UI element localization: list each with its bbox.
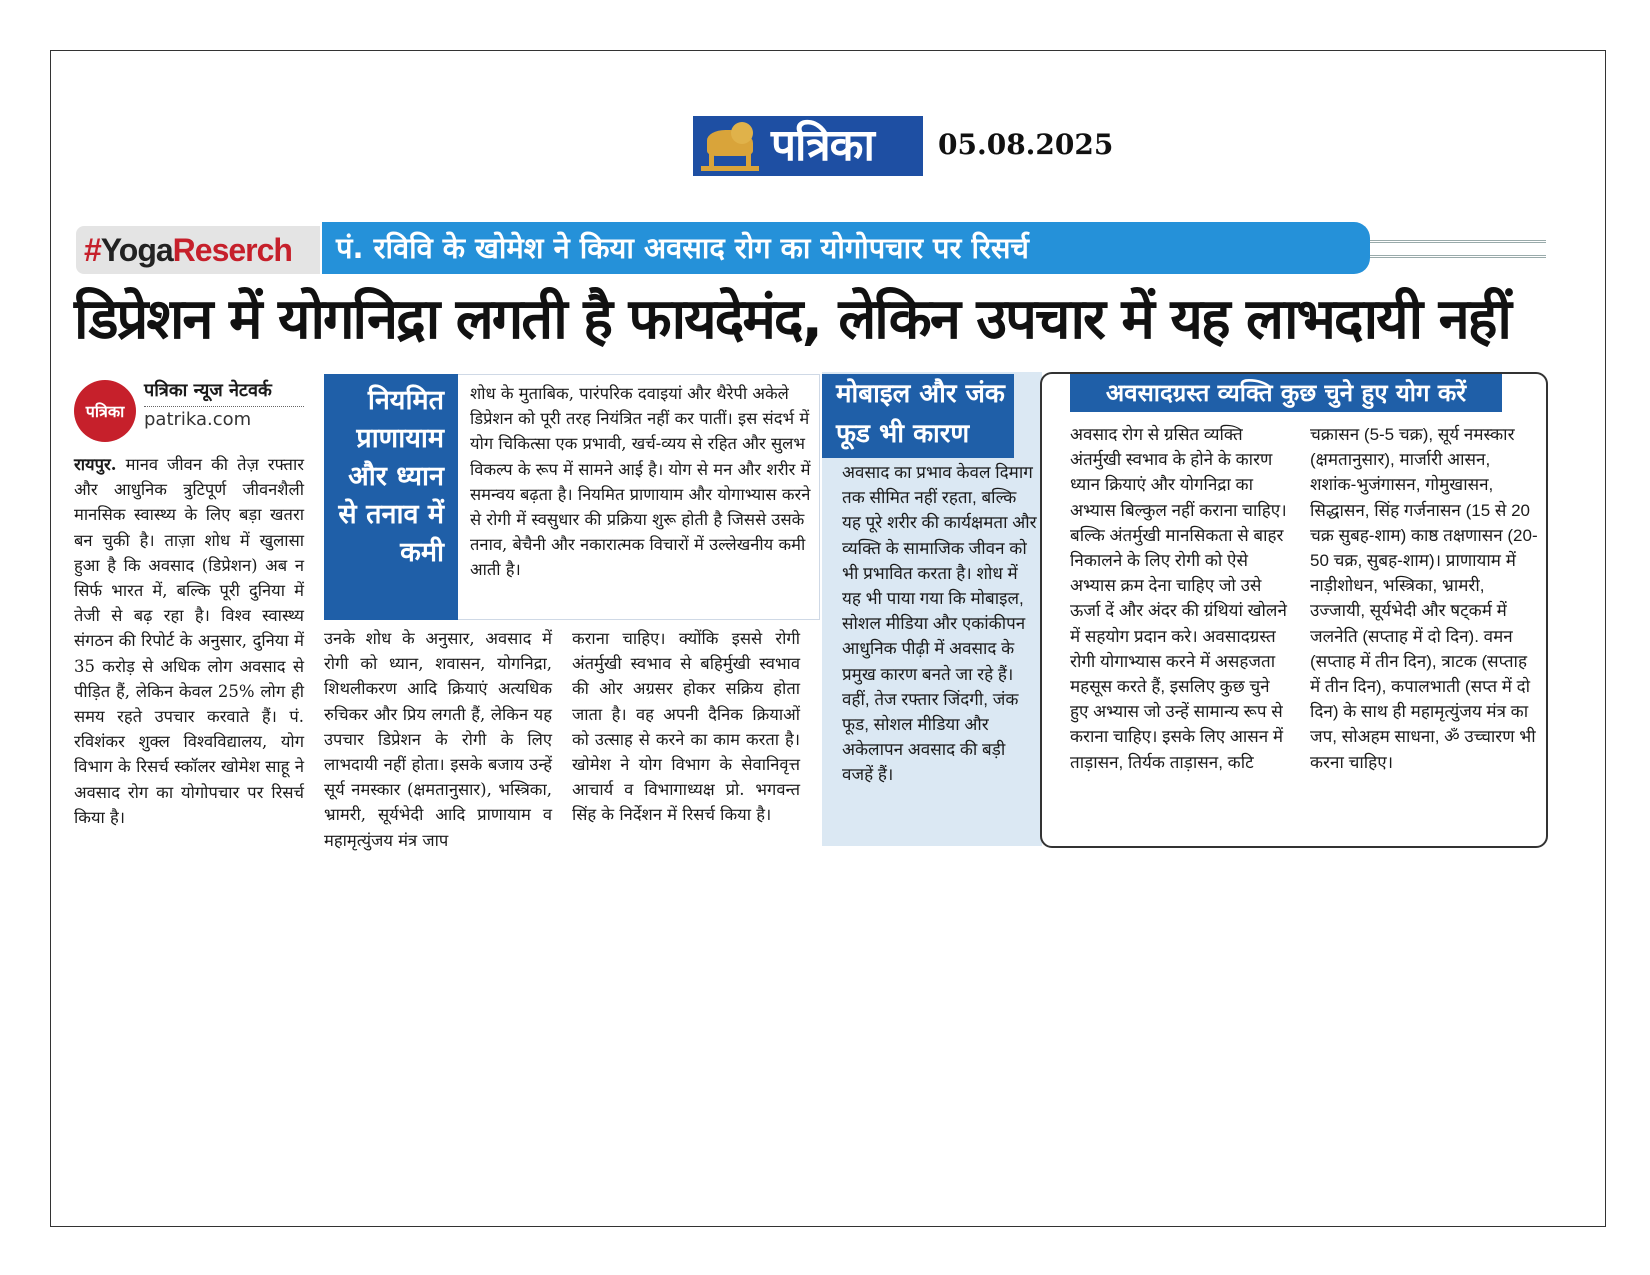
- brand-name: पत्रिका: [771, 120, 874, 171]
- pranayam-box-text: शोध के मुताबिक, पारंपरिक दवाइयां और थैरेपी अकेले डिप्रेशन को पूरी तरह नियंत्रित नहीं कर पातीं। इस संदर्भ में योग चिकित्सा एक प्रभावी, खर्च-व्यय से रहित और सुलभ विकल्प के रूप में सामने आई है। योग से मन और शरीर में समन्वय बढ़ता है। नियमित प्राणायाम और योगाभ्यास करने से रोगी में स्वसुधार की प्रक्रिया शुरू होती है जिससे उसके तनाव, बेचैनी और नकारात्मक विचारों में उल्लेखनीय कमी आती है।: [458, 374, 820, 620]
- yoga-box-title: अवसादग्रस्त व्यक्ति कुछ चुने हुए योग करें: [1070, 374, 1502, 412]
- mobile-box-title: मोबाइल और जंक फूड भी कारण: [822, 374, 1014, 458]
- article-column-2: उनके शोध के अनुसार, अवसाद में रोगी को ध्यान, शवासन, योगनिद्रा, शिथलीकरण आदि क्रियाएं अत्यधिक रुचिकर और प्रिय लगती हैं, लेकिन यह उपचार डिप्रेशन के रोगी के लिए लाभदायी नहीं होता। इसके बजाय उन्हें सूर्य नमस्कार (क्षमतानुसार), भस्त्रिका, भ्रामरी, सूर्यभेदी आदि प्राणायाम व महामृत्युंजय मंत्र जाप: [324, 629, 552, 850]
- byline-name: पत्रिका न्यूज नेटवर्क: [144, 380, 272, 401]
- article-text-1: मानव जीवन की तेज़ रफ्तार और आधुनिक त्रुटिपूर्ण जीवनशैली मानसिक स्वास्थ्य के लिए बड़ा खतरा बन चुकी है। ताज़ा शोध में खुलासा हुआ है कि अवसाद (डिप्रेशन) अब न सिर्फ भारत में, बल्कि पूरी दुनिया में तेजी से बढ़ रहा है। विश्व स्वास्थ्य संगठन की रिपोर्ट के अनुसार, दुनिया में 35 करोड़ से अधिक लोग अवसाद से पीड़ित हैं, लेकिन केवल 25% लोग ही समय रहते उपचार करवाते हैं। पं. रविशंकर शुक्ल विश्वविद्यालय, योग विभाग के रिसर्च स्कॉलर खोमेश साहू ने अवसाद रोग का योगोपचार पर रिसर्च किया है।: [74, 455, 304, 827]
- strap-headline: पं. रविवि के खोमेश ने किया अवसाद रोग का योगोपचार पर रिसर्च: [322, 222, 1370, 274]
- topic-tag: [76, 226, 320, 274]
- mobile-box-text: अवसाद का प्रभाव केवल दिमाग तक सीमित नहीं रहता, बल्कि यह पूरे शरीर की कार्यक्षमता और व्यक्ति के सामाजिक जीवन को भी प्रभावित करता है। शोध में यह भी पाया गया कि मोबाइल, सोशल मीडिया और एकांकीपन आधुनिक पीढ़ी में अवसाद के प्रमुख कारण बनते जा रहे हैं। वहीं, तेज रफ्तार जिंदगी, जंक फूड, सोशल मीडिया और अकेलापन अवसाद की बड़ी वजहें हैं।: [842, 463, 1037, 785]
- masthead-logo: [693, 116, 923, 176]
- decorative-rule: [1370, 240, 1546, 258]
- article-column-3: कराना चाहिए। क्योंकि इससे रोगी अंतर्मुखी स्वभाव से बहिर्मुखी स्वभाव की ओर अग्रसर होकर सक्रिय होता जाता है। वह अपनी दैनिक क्रियाओं को उत्साह से करने का काम करता है। खोमेश ने योग विभाग के सेवानिवृत्त आचार्य व विभागाध्यक्ष प्रो. भगवन्त सिंह के निर्देशन में रिसर्च किया है।: [572, 629, 800, 825]
- publication-date: 05.08.2025: [938, 128, 1114, 161]
- tag-yoga: Yoga: [100, 232, 173, 268]
- lion-emblem-icon: [693, 116, 763, 176]
- yoga-box-column-2: चक्रासन (5-5 चक्र), सूर्य नमस्कार (क्षमतानुसार), मार्जारी आसन, शशांक-भुजंगासन, गोमुखासन, सिद्धासन, सिंह गर्जनासन (15 से 20 चक्र सुबह-शाम) काष्ठ तक्षणासन (20-50 चक्र, सुबह-शाम)। प्राणायाम में नाड़ीशोधन, भस्त्रिका, भ्रामरी, उज्जायी, सूर्यभेदी और षट्कर्म में जलनेति (सप्ताह में दो दिन). वमन (सप्ताह में तीन दिन), त्राटक (सप्ताह में तीन दिन), कपालभाती (सप्त में दो दिन) के साथ ही महामृत्युंजय मंत्र का जप, सोअहम साधना, ॐ उच्चारण भी करना चाहिए।: [1310, 425, 1538, 772]
- pranayam-box-title: नियमित प्राणायाम और ध्यान से तनाव में कमी: [324, 374, 458, 620]
- byline-logo: पत्रिका: [74, 380, 136, 442]
- article-column-1: [74, 452, 304, 830]
- dateline: रायपुर.: [74, 455, 117, 474]
- tag-hash: #: [84, 232, 101, 268]
- byline-website: patrika.com: [144, 406, 304, 430]
- main-headline: डिप्रेशन में योगनिद्रा लगती है फायदेमंद, लेकिन उपचार में यह लाभदायी नहीं: [74, 287, 1510, 352]
- tag-research: Reserch: [172, 232, 292, 268]
- yoga-box-column-1: अवसाद रोग से ग्रसित व्यक्ति अंतर्मुखी स्वभाव के होने के कारण ध्यान क्रियाएं और योगनिद्रा का अभ्यास बिल्कुल नहीं कराना चाहिए। बल्कि अंतर्मुखी मानसिकता से बाहर निकालने के लिए रोगी को ऐसे अभ्यास क्रम देना चाहिए जो उसे ऊर्जा दें और अंदर की ग्रंथियां खोलने में सहयोग प्रदान करे। अवसादग्रस्त रोगी योगाभ्यास करने में असहजता महसूस करते हैं, इसलिए कुछ चुने हुए अभ्यास जो उन्हें सामान्य रूप से कराना चाहिए। इसके लिए आसन में ताड़ासन, तिर्यक ताड़ासन, कटि: [1070, 425, 1287, 772]
